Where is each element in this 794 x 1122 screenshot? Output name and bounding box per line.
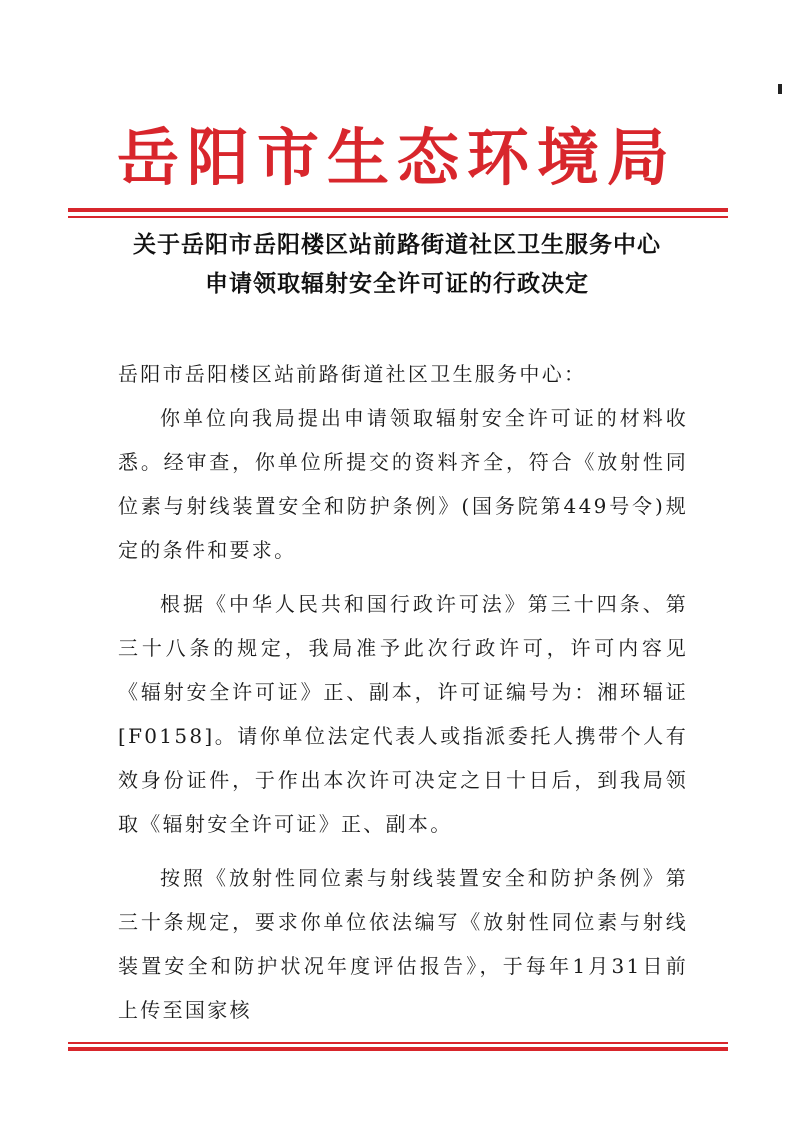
paragraph-text: 你单位向我局提出申请领取辐射安全许可证的材料收悉。经审查，你单位所提交的资料齐全，符合《放射性同位素与射线装置安全和防护条例》(国务院第449号令)规定的条件和要求。 [118, 406, 688, 562]
footer-rule-thick [68, 1047, 728, 1051]
body-paragraph-3 [118, 856, 688, 1032]
paragraph-text: 根据《中华人民共和国行政许可法》第三十四条、第三十八条的规定，我局准予此次行政许可，许可内容见《辐射安全许可证》正、副本，许可证编号为：湘环辐证[F0158]。请你单位法定代表人或指派委托人携带个人有效身份证件，于作出本次许可决定之日十日后，到我局领取《辐射安全许可证》正、副本。 [118, 592, 688, 836]
footer-rule-thin [68, 1042, 728, 1044]
document-subject-line-1: 关于岳阳市岳阳楼区站前路街道社区卫生服务中心 [133, 232, 661, 258]
salutation: 岳阳市岳阳楼区站前路街道社区卫生服务中心： [118, 362, 587, 386]
scan-mark [778, 84, 782, 94]
header-rule-thick [68, 208, 728, 212]
document-subject-line-2: 申请领取辐射安全许可证的行政决定 [205, 271, 589, 297]
paragraph-text: 按照《放射性同位素与射线装置安全和防护条例》第三十条规定，要求你单位依法编写《放射性同位素与射线装置安全和防护状况年度评估报告》，于每年1月31日前上传至国家核 [118, 866, 688, 1022]
body-paragraph-1 [118, 396, 688, 572]
body-paragraph-2 [118, 582, 688, 846]
agency-header: 岳阳市生态环境局 [116, 121, 677, 194]
header-rule-thin [68, 216, 728, 218]
